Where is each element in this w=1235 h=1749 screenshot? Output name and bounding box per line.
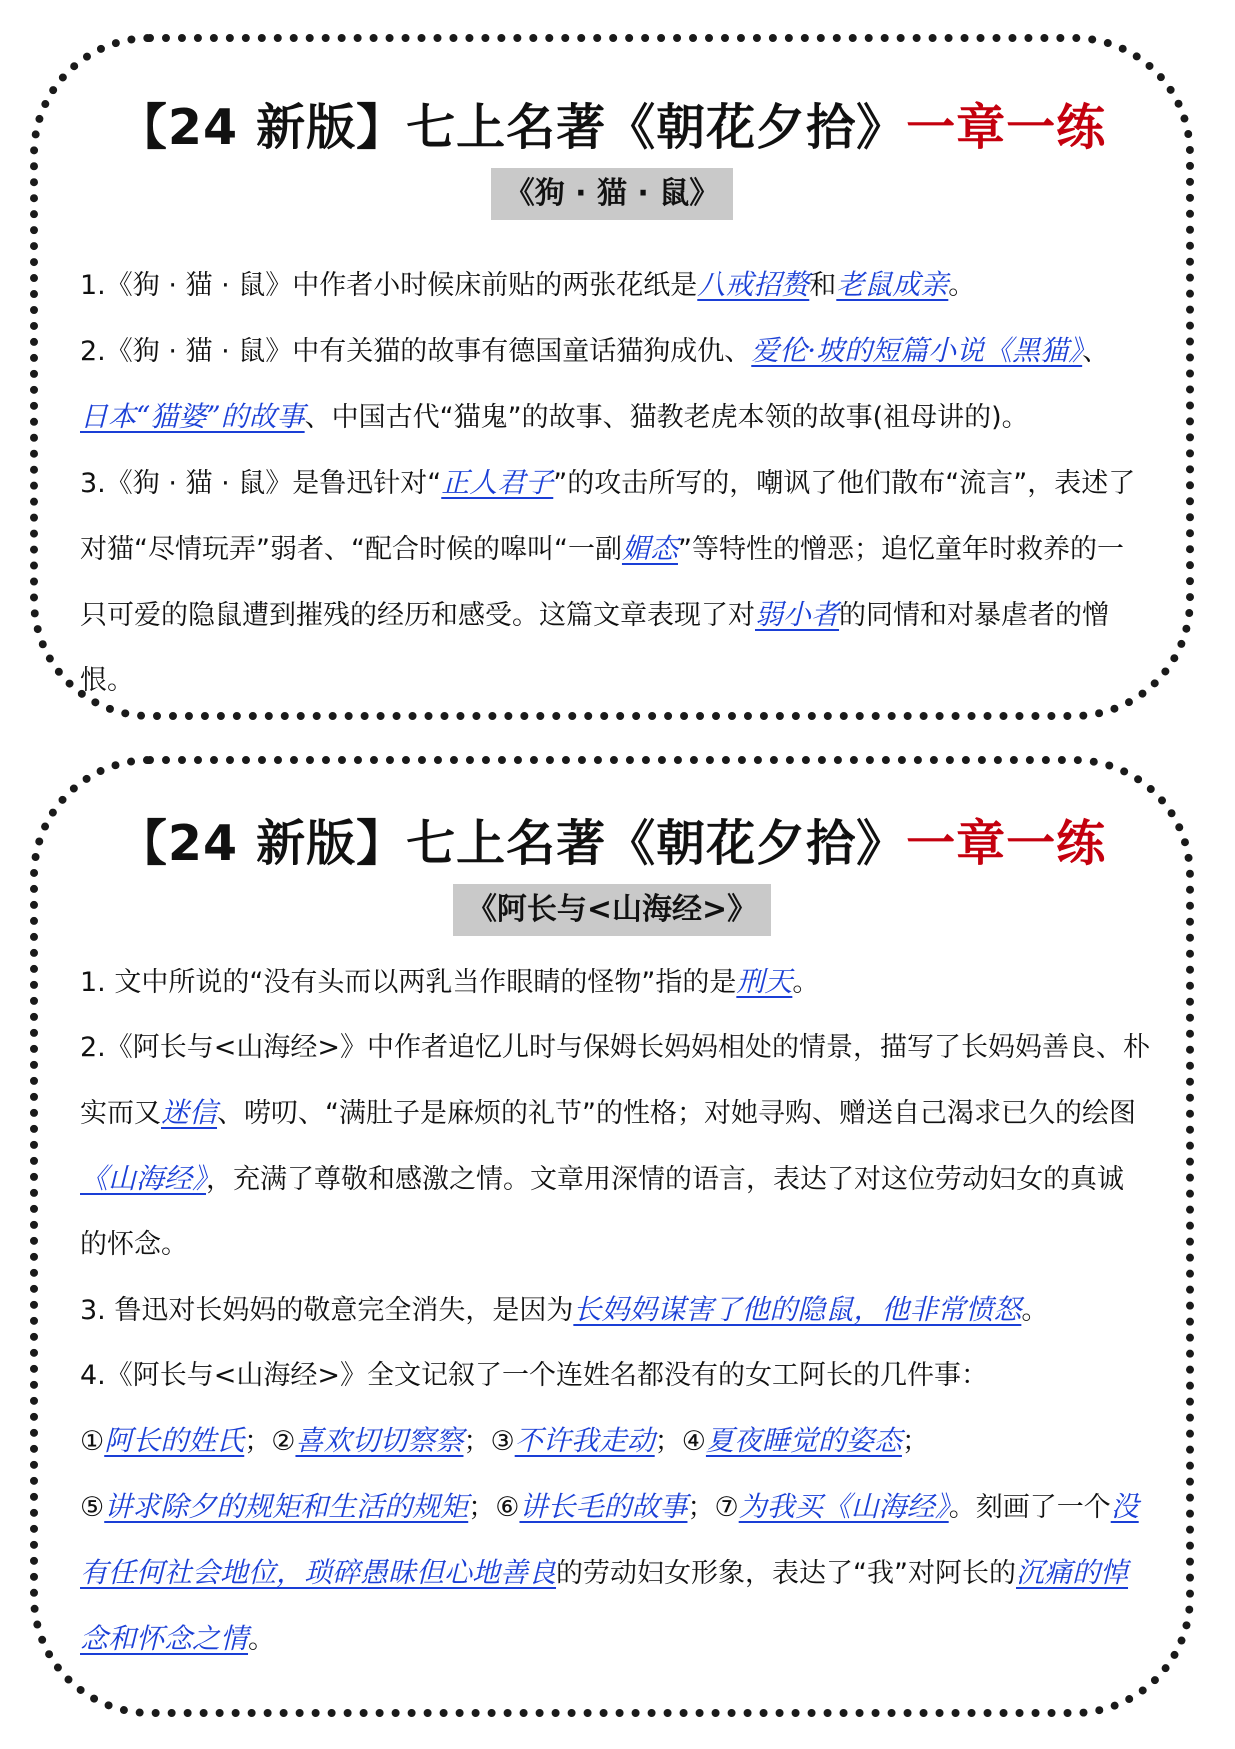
answer: 长妈妈谋害了他的隐鼠，他非常愤怒 — [573, 1293, 1022, 1326]
question-text: 。 — [792, 967, 820, 998]
question-text: ⑤ — [80, 1492, 105, 1523]
chapter-heading: 《阿长与<山海经>》 — [453, 884, 771, 936]
answer: 弱小者 — [755, 598, 840, 631]
answer: 沉痛的悼念和怀念之情 — [80, 1556, 1129, 1655]
answer: 刑天 — [736, 965, 793, 998]
question-text: 、唠叨、“满肚子是麻烦的礼节”的性格；对她寻购、赠送自己渴求已久的绘图 — [217, 1098, 1136, 1129]
answer: 喜欢切切察察 — [295, 1424, 464, 1457]
question-text: 3.《狗 · 猫 · 鼠》是鲁迅针对“ — [80, 468, 442, 499]
question-text: ，充满了尊敬和感激之情。文章用深情的语言，表达了对这位劳动妇女的真诚的怀念。 — [80, 1164, 1125, 1260]
answer: 没有任何社会地位，琐碎愚昧但心地善良 — [80, 1490, 1139, 1589]
question-text: 3. 鲁迅对长妈妈的敬意完全消失，是因为 — [80, 1295, 574, 1326]
question-text: ； — [901, 1426, 929, 1457]
question-3 — [80, 450, 1150, 713]
question-list — [80, 949, 1150, 1672]
answer: 为我买《山海经》 — [738, 1490, 949, 1523]
question-text: ① — [80, 1426, 105, 1457]
page-title — [38, 98, 1186, 158]
question-text: 。 — [248, 1624, 276, 1655]
question-text: ；⑦ — [687, 1492, 739, 1523]
question-text: 2.《狗 · 猫 · 鼠》中有关猫的故事有德国童话猫狗成仇、 — [80, 336, 752, 367]
question-list — [80, 252, 1150, 713]
answer: 夏夜睡觉的姿态 — [705, 1424, 902, 1457]
question-text: 。 — [1021, 1295, 1049, 1326]
title-main: 【24 新版】七上名著《朝花夕拾》 — [117, 99, 907, 156]
title-accent: 一章一练 — [906, 99, 1107, 156]
title-accent: 一章一练 — [906, 815, 1107, 872]
question-2 — [80, 318, 1150, 450]
question-text: ；② — [244, 1426, 296, 1457]
question-text: 、 — [1082, 336, 1110, 367]
question-text: 4.《阿长与<山海经>》全文记叙了一个连姓名都没有的女工阿长的几件事： — [80, 1360, 989, 1391]
question-1 — [80, 949, 1150, 1015]
question-text: ；④ — [654, 1426, 706, 1457]
question-text: 1. 文中所说的“没有头而以两乳当作眼睛的怪物”指的是 — [80, 967, 737, 998]
question-text: 的同情和对暴虐者的憎恨。 — [80, 600, 1110, 696]
answer: 媚态 — [621, 532, 678, 565]
answer: 讲求除夕的规矩和生活的规矩 — [104, 1490, 469, 1523]
answer: 爱伦·坡的短篇小说《黑猫》 — [751, 334, 1083, 367]
card-dog-cat-mouse — [30, 34, 1194, 720]
answer: 《山海经》 — [80, 1162, 207, 1195]
question-3 — [80, 1277, 1150, 1343]
page-title — [38, 814, 1186, 874]
answer: 迷信 — [161, 1096, 218, 1129]
answer: 讲长毛的故事 — [519, 1490, 688, 1523]
answer: 不许我走动 — [514, 1424, 655, 1457]
card-a-chang-shanhaijing — [30, 756, 1194, 1717]
question-text: ”等特性的憎恶；追忆童年时救养的一只可爱的隐鼠遭到摧残的经历和感受。这篇文章表现了对 — [80, 534, 1124, 631]
question-text: 。 — [948, 270, 976, 301]
answer: 日本“猫婆”的故事 — [80, 400, 305, 433]
question-2 — [80, 1015, 1150, 1277]
question-text: 2.《阿长与<山海经>》中作者追忆儿时与保姆长妈妈相处的情景，描写了长妈妈善良、朴实而又 — [80, 1032, 1151, 1129]
title-main: 【24 新版】七上名著《朝花夕拾》 — [117, 815, 907, 872]
question-text: 和 — [809, 270, 837, 301]
chapter-heading: 《狗 · 猫 · 鼠》 — [491, 168, 734, 220]
answer: 阿长的姓氏 — [104, 1424, 245, 1457]
question-text: 1.《狗 · 猫 · 鼠》中作者小时候床前贴的两张花纸是 — [80, 270, 698, 301]
question-text: 、中国古代“猫鬼”的故事、猫教老虎本领的故事(祖母讲的)。 — [304, 402, 1029, 433]
answer: 八戒招赘 — [697, 268, 810, 301]
answer: 老鼠成亲 — [836, 268, 949, 301]
question-1 — [80, 252, 1150, 318]
question-text: 。刻画了一个 — [948, 1492, 1111, 1523]
question-text: 的劳动妇女形象，表达了“我”对阿长的 — [556, 1558, 1016, 1589]
question-4 — [80, 1343, 1150, 1672]
answer: 正人君子 — [441, 466, 554, 499]
question-text: ；⑥ — [468, 1492, 520, 1523]
question-text: ；③ — [463, 1426, 515, 1457]
question-text: ”的攻击所写的，嘲讽了他们散布“流言”，表述了对猫“尽情玩弄”弱者、“配合时候的嗥叫“一副 — [80, 468, 1136, 565]
